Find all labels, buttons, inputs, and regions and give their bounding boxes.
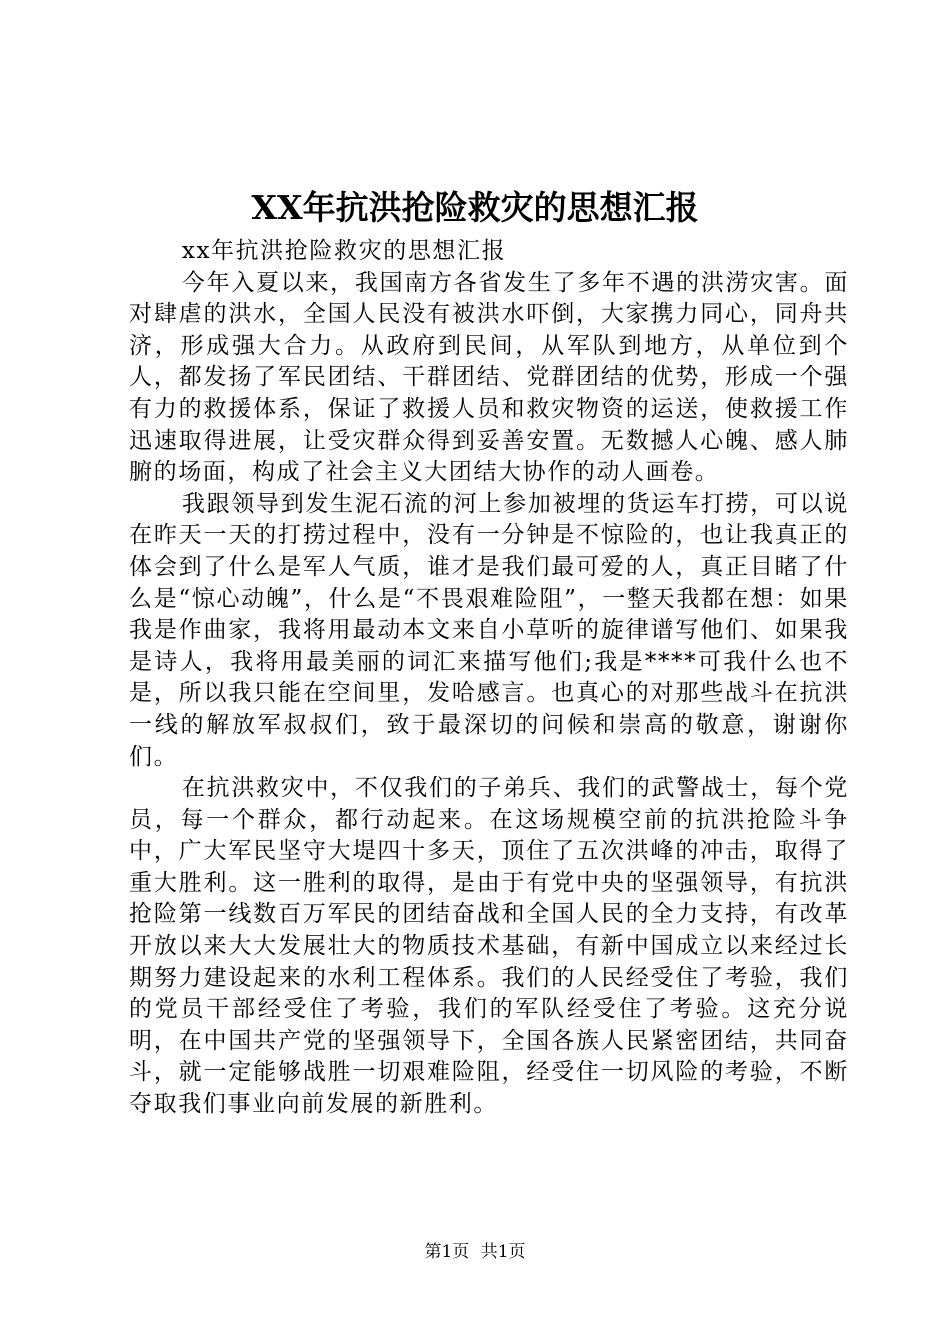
document-body	[129, 236, 849, 1121]
paragraph-2: 我跟领导到发生泥石流的河上参加被埋的货运车打捞，可以说在昨天一天的打捞过程中，没有一分钟是不惊险的，也让我真正的体会到了什么是军人气质，谁才是我们最可爱的人，真正目睹了什么是“惊心动魄”，什么是“不畏艰难险阻”，一整天我都在想：如果我是作曲家，我将用最动本文来自小草听的旋律谱写他们、如果我是诗人，我将用最美丽的词汇来描写他们;我是****可我什么也不是，所以我只能在空间里，发哈感言。也真心的对那些战斗在抗洪一线的解放军叔叔们，致于最深切的问候和崇高的敬意，谢谢你们。	[129, 490, 849, 770]
page-footer	[0, 1240, 950, 1264]
page-number: 第1页	[424, 1242, 470, 1262]
paragraph-3: 在抗洪救灾中，不仅我们的子弟兵、我们的武警战士，每个党员，每一个群众，都行动起来。在这场规模空前的抗洪抢险斗争中，广大军民坚守大堤四十多天，顶住了五次洪峰的冲击，取得了重大胜利。这一胜利的取得，是由于有党中央的坚强领导，有抗洪抢险第一线数百万军民的团结奋战和全国人民的全力支持，有改革开放以来大大发展壮大的物质技术基础，有新中国成立以来经过长期努力建设起来的水利工程体系。我们的人民经受住了考验，我们的党员干部经受住了考验，我们的军队经受住了考验。这充分说明，在中国共产党的坚强领导下，全国各族人民紧密团结，共同奋斗，就一定能够战胜一切艰难险阻，经受住一切风险的考验，不断夺取我们事业向前发展的新胜利。	[129, 775, 849, 1118]
document-title: XX年抗洪抢险救灾的思想汇报	[251, 188, 699, 227]
paragraph-subtitle: xx年抗洪抢险救灾的思想汇报	[181, 238, 507, 264]
paragraph-1: 今年入夏以来，我国南方各省发生了多年不遇的洪涝灾害。面对肆虐的洪水，全国人民没有被洪水吓倒，大家携力同心，同舟共济，形成强大合力。从政府到民间，从军队到地方，从单位到个人，都发扬了军民团结、干群团结、党群团结的优势，形成一个强有力的救援体系，保证了救援人员和救灾物资的运送，使救援工作迅速取得进展，让受灾群众得到妥善安置。无数撼人心魄、感人肺腑的场面，构成了社会主义大团结大协作的动人画卷。	[129, 269, 849, 486]
page-total: 共1页	[480, 1242, 526, 1262]
